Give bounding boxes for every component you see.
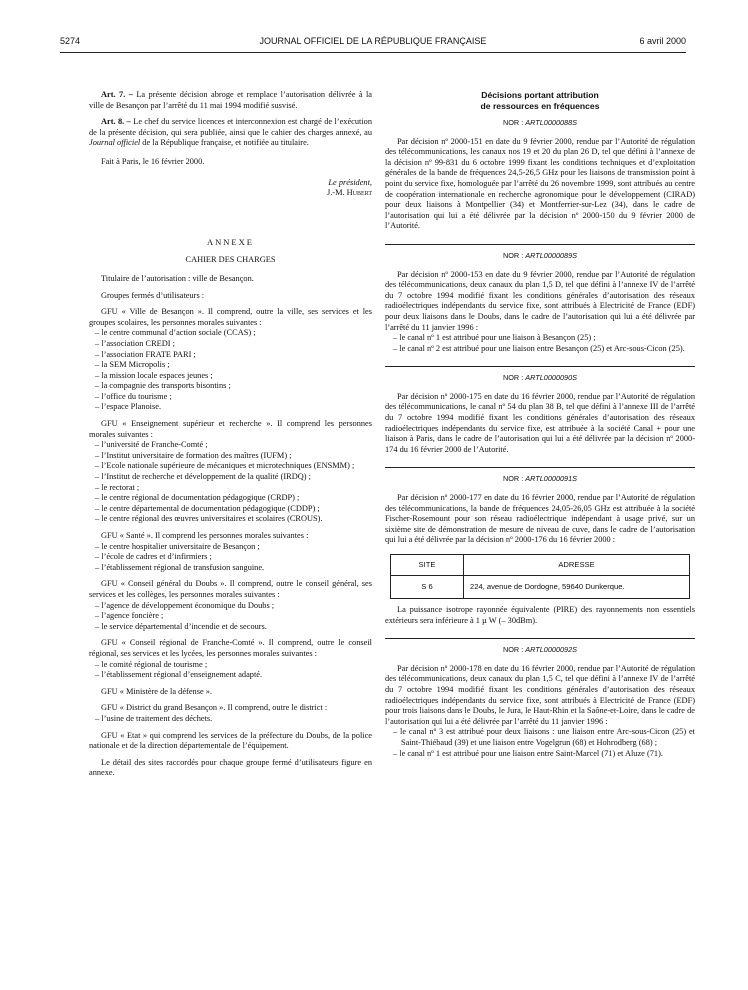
list-item: – l’association FRATE PARI ; [95, 349, 196, 359]
sites-table [390, 554, 690, 599]
nor-reference [385, 373, 695, 384]
gfu-sante-list [89, 542, 372, 574]
article-8-label: Art. 8. – [101, 117, 131, 127]
list-item: – le canal nº 3 est attribué pour deux liaisons : une liaison entre Arc-sous-Cicon (25) et Saint-Thiébaud (39) et une liaison entre Vogelgrun (68) et Hohrodberg (68) ; [393, 727, 695, 747]
column-header-adresse: ADRESSE [464, 555, 690, 576]
list-item: – le rectorat ; [95, 482, 140, 492]
signatory [89, 188, 372, 199]
gfu-doubs-intro: GFU « Conseil général du Doubs ». Il comprend, outre le conseil général, ses services et les collèges, les personnes morales suivantes : [89, 579, 372, 599]
list-item: – la compagnie des transports bisontins ; [95, 381, 231, 391]
nor-reference [385, 118, 695, 129]
nor-reference [385, 474, 695, 485]
article-8 [89, 117, 372, 149]
list-item: – le service départemental d’incendie et de secours. [95, 621, 267, 631]
list-item: – l’Ecole nationale supérieure de mécaniques et microtechniques (ENSMM) ; [95, 461, 355, 471]
list-item: – le centre régional de documentation pédagogique (CRDP) ; [95, 493, 300, 503]
list-item: – l’Institut de recherche et développement de la qualité (IRDQ) ; [95, 472, 311, 482]
nor-code: ARTL0000090S [525, 373, 578, 383]
list-item: – l’école de cadres et d’infirmiers ; [95, 552, 212, 562]
gfu-district-intro: GFU « District du grand Besançon ». Il comprend, outre le district : [101, 703, 328, 713]
article-7-text: La présente décision abroge et remplace l’autorisation délivrée à la ville de Besançon par l’arrêté du 11 mai 1994 modifié susvisé. [89, 90, 372, 110]
list-item: – le centre départemental de documentation pédagogique (CDDP) ; [95, 503, 320, 513]
list-item: – l’université de Franche-Comté ; [95, 440, 208, 450]
gfu-enseignement-list [89, 440, 372, 525]
signatory-name: Hubert [346, 188, 372, 198]
nor-prefix: NOR : [502, 474, 526, 484]
article-8-text-a: Le chef du service licences et interconnexion est chargé de l’exécution de la présente décision, qui sera publiée, ainsi que le cahier des charges annexé, au [89, 117, 373, 137]
gfu-defense: GFU « Ministère de la défense ». [101, 686, 212, 696]
list-item: – le canal nº 1 est attribué pour une liaison à Besançon (25) ; [393, 333, 596, 343]
nor-reference [385, 251, 695, 262]
list-item: – l’espace Planoise. [95, 402, 162, 412]
list-item: – l’établissement régional de transfusion sanguine. [95, 562, 265, 572]
decision-text: Par décision nº 2000-151 en date du 9 février 2000, rendue par l’Autorité de régulation des télécommunications, les canaux nos 19 et 20 du plan 26 D, tel que défini à l’annexe de la décision nº 99-831 du 6 octobre 1999 fixant les conditions techniques et d’exploitation générales de la bande de fréquences 24,5-26,5 GHz pour les liaisons de transmission point à point du service fixe, homologuée par l’arrêté du 26 novembre 1999, sont attribués au centre de coopération internationale en recherche agronomique pour le développement (CIRAD) pour deux liaisons à Montpellier (34) et Montferrier-sur-Lez (34), dans le cadre de l’autorisation qui lui a été délivrée par la décision nº 2000-150 du 9 février 2000 de l’Autorité. [385, 136, 695, 231]
article-7 [89, 90, 372, 111]
signatory-initials: J.-M. [326, 188, 347, 198]
nor-code: ARTL0000091S [525, 474, 578, 484]
detail-sites: Le détail des sites raccordés pour chaque groupe fermé d’utilisateurs figure en annexe. [89, 757, 372, 778]
journal-title: JOURNAL OFFICIEL DE LA RÉPUBLIQUE FRANÇAISE [259, 36, 487, 46]
gfu-sante-intro: GFU « Santé ». Il comprend les personnes morales suivantes : [101, 531, 309, 540]
table-row [391, 576, 690, 599]
list-item: – le canal nº 2 est attribué pour une liaison entre Besançon (25) et Arc-sous-Cicon (25). [393, 343, 685, 353]
nor-prefix: NOR : [502, 373, 526, 383]
article-8-text-b: de la République française, et notifiée au titulaire. [140, 138, 309, 148]
groupes-label: Groupes fermés d’utilisateurs : [101, 290, 205, 300]
list-item: – l’office du tourisme ; [95, 391, 172, 401]
gfu-enseignement-intro: GFU « Enseignement supérieur et recherche ». Il comprend les personnes morales suivantes : [89, 419, 372, 439]
list-item: – l’association CREDI ; [95, 338, 175, 348]
pire-note: La puissance isotrope rayonnée équivalente (PIRE) des rayonnements non essentiels extérieurs sera inférieure à 1 µ W (– 30dBm). [385, 605, 695, 625]
list-item: – la mission locale espaces jeunes ; [95, 370, 213, 380]
section-title-line-2: de ressources en fréquences [480, 101, 600, 111]
decision-separator [385, 467, 695, 468]
decision-text: Par décision nº 2000-178 en date du 16 février 2000, rendue par l’Autorité de régulation des télécommunications, deux canaux du plan 1,5 C, tel que défini à l’annexe IV de l’arrêté du 7 octobre 1994 modifié fixant les conditions générales d’autorisation des réseaux radioélectriques indépendants du service fixe, sont attribués à Electricité de France (EDF) pour trois liaisons dans le Doubs, le Jura, le Haut-Rhin et la Saône-et-Loire, dans le cadre de l’autorisation qui lui a été délivrée par l’arrêté du 11 janvier 1996 : [385, 663, 695, 726]
list-item: – le centre hospitalier universitaire de Besançon ; [95, 541, 260, 551]
titulaire: Titulaire de l’autorisation : ville de Besançon. [101, 273, 254, 283]
gfu-district-list [89, 714, 372, 725]
table-header-row [391, 555, 690, 576]
journal-officiel-italic: Journal officiel [89, 138, 141, 148]
section-title-line-1: Décisions portant attribution [481, 90, 599, 100]
list-item: – l’Institut universitaire de formation des maîtres (IUFM) ; [95, 450, 292, 460]
decision-text: Par décision nº 2000-177 en date du 16 février 2000, rendue par l’Autorité de régulation des télécommunications, la bande de fréquences 24,05-26,05 GHz est attribuée à la société Fischer-Rosemount pour son réseau radioélectrique indépendant à usage privé, sur un sixième site de démonstration de mesure de niveau de cuve, dans le cadre de l’autorisation qui lui a été délivrée par la décision nº 2000-176 du 16 février 2000 : [385, 493, 695, 545]
nor-code: ARTL0000089S [525, 250, 578, 260]
decision-separator [385, 244, 695, 245]
annex-title: ANNEXE [207, 236, 254, 247]
right-column [385, 90, 695, 759]
list-item: – le centre communal d’action sociale (CCAS) ; [95, 328, 256, 338]
header-rule [60, 52, 686, 53]
fait-a-paris: Fait à Paris, le 16 février 2000. [101, 156, 205, 166]
gfu-ville-intro: GFU « Ville de Besançon ». Il comprend, outre la ville, ses services et les groupes scolaires, les personnes morales suivantes : [89, 307, 372, 327]
nor-code: ARTL0000088S [525, 118, 578, 127]
list-item: – l’établissement régional d’enseignement adapté. [95, 670, 263, 680]
nor-prefix: NOR : [502, 118, 526, 127]
nor-reference [385, 645, 695, 656]
gfu-doubs-list [89, 601, 372, 633]
list-item: – l’agence foncière ; [95, 611, 164, 621]
table-cell: 224, avenue de Dordogne, 59640 Dunkerque. [464, 576, 690, 599]
decision-text: Par décision nº 2000-175 en date du 16 février 2000, rendue par l’Autorité de régulation des télécommunications, le canal nº 54 du plan 38 B, tel que défini à l’annexe III de l’arrêté du 7 octobre 1994 modifié fixant les conditions générales d’autorisation des réseaux radioélectriques indépendants du service fixe, est attribuée à la société Canal + pour une liaison à Paris, dans le cadre de l’autorisation qui lui a été délivrée par la décision nº 2000-174 du 16 février 2000 de l’Autorité. [385, 391, 695, 454]
gfu-franche-comte-intro: GFU « Conseil régional de Franche-Comté ». Il comprend, outre le conseil régional, ses services et les lycées, les personnes morales suivantes : [89, 638, 372, 658]
list-item: – le comité régional de tourisme ; [95, 659, 208, 669]
decision-separator [385, 366, 695, 367]
nor-code: ARTL0000092S [525, 645, 578, 655]
gfu-franche-comte-list [89, 660, 372, 681]
left-column [89, 90, 372, 779]
cahier-title: CAHIER DES CHARGES [185, 255, 276, 265]
table-cell: S 6 [391, 576, 464, 599]
page-header [60, 36, 686, 50]
gfu-ville-list [89, 328, 372, 413]
publication-date: 6 avril 2000 [639, 36, 686, 46]
list-item: – l’usine de traitement des déchets. [95, 713, 213, 723]
decision-text: Par décision nº 2000-153 en date du 9 février 2000, rendue par l’Autorité de régulation des télécommunications, deux canaux du plan 1,5 D, tel que défini à l’annexe IV de l’arrêté du 7 octobre 1994 modifié fixant les conditions générales d’autorisation des réseaux radioélectriques indépendants du service fixe, sont attribués à Electricité de France (EDF) pour deux liaisons dans le Doubs, dans le cadre de l’autorisation qui lui a été délivrée par l’arrêté du 11 janvier 1996 : [385, 269, 695, 332]
nor-prefix: NOR : [502, 645, 526, 655]
column-header-site: SITE [391, 555, 464, 576]
list-item: – l’agence de développement économique du Doubs ; [95, 600, 275, 610]
list-item: – le canal nº 1 est attribué pour une liaison entre Saint-Marcel (71) et Aluze (71). [393, 748, 663, 758]
decision-separator [385, 638, 695, 639]
nor-prefix: NOR : [502, 250, 526, 260]
article-7-label: Art. 7. – [101, 90, 133, 99]
signatory-title: Le président, [328, 177, 372, 187]
page-number: 5274 [60, 36, 81, 46]
list-item: – le centre régional des œuvres universitaires et scolaires (CROUS). [95, 514, 323, 524]
list-item: – la SEM Micropolis ; [95, 360, 170, 370]
gfu-etat: GFU « Etat » qui comprend les services de la préfecture du Doubs, de la police nationale et de la direction départementale de l’équipement. [89, 730, 372, 751]
